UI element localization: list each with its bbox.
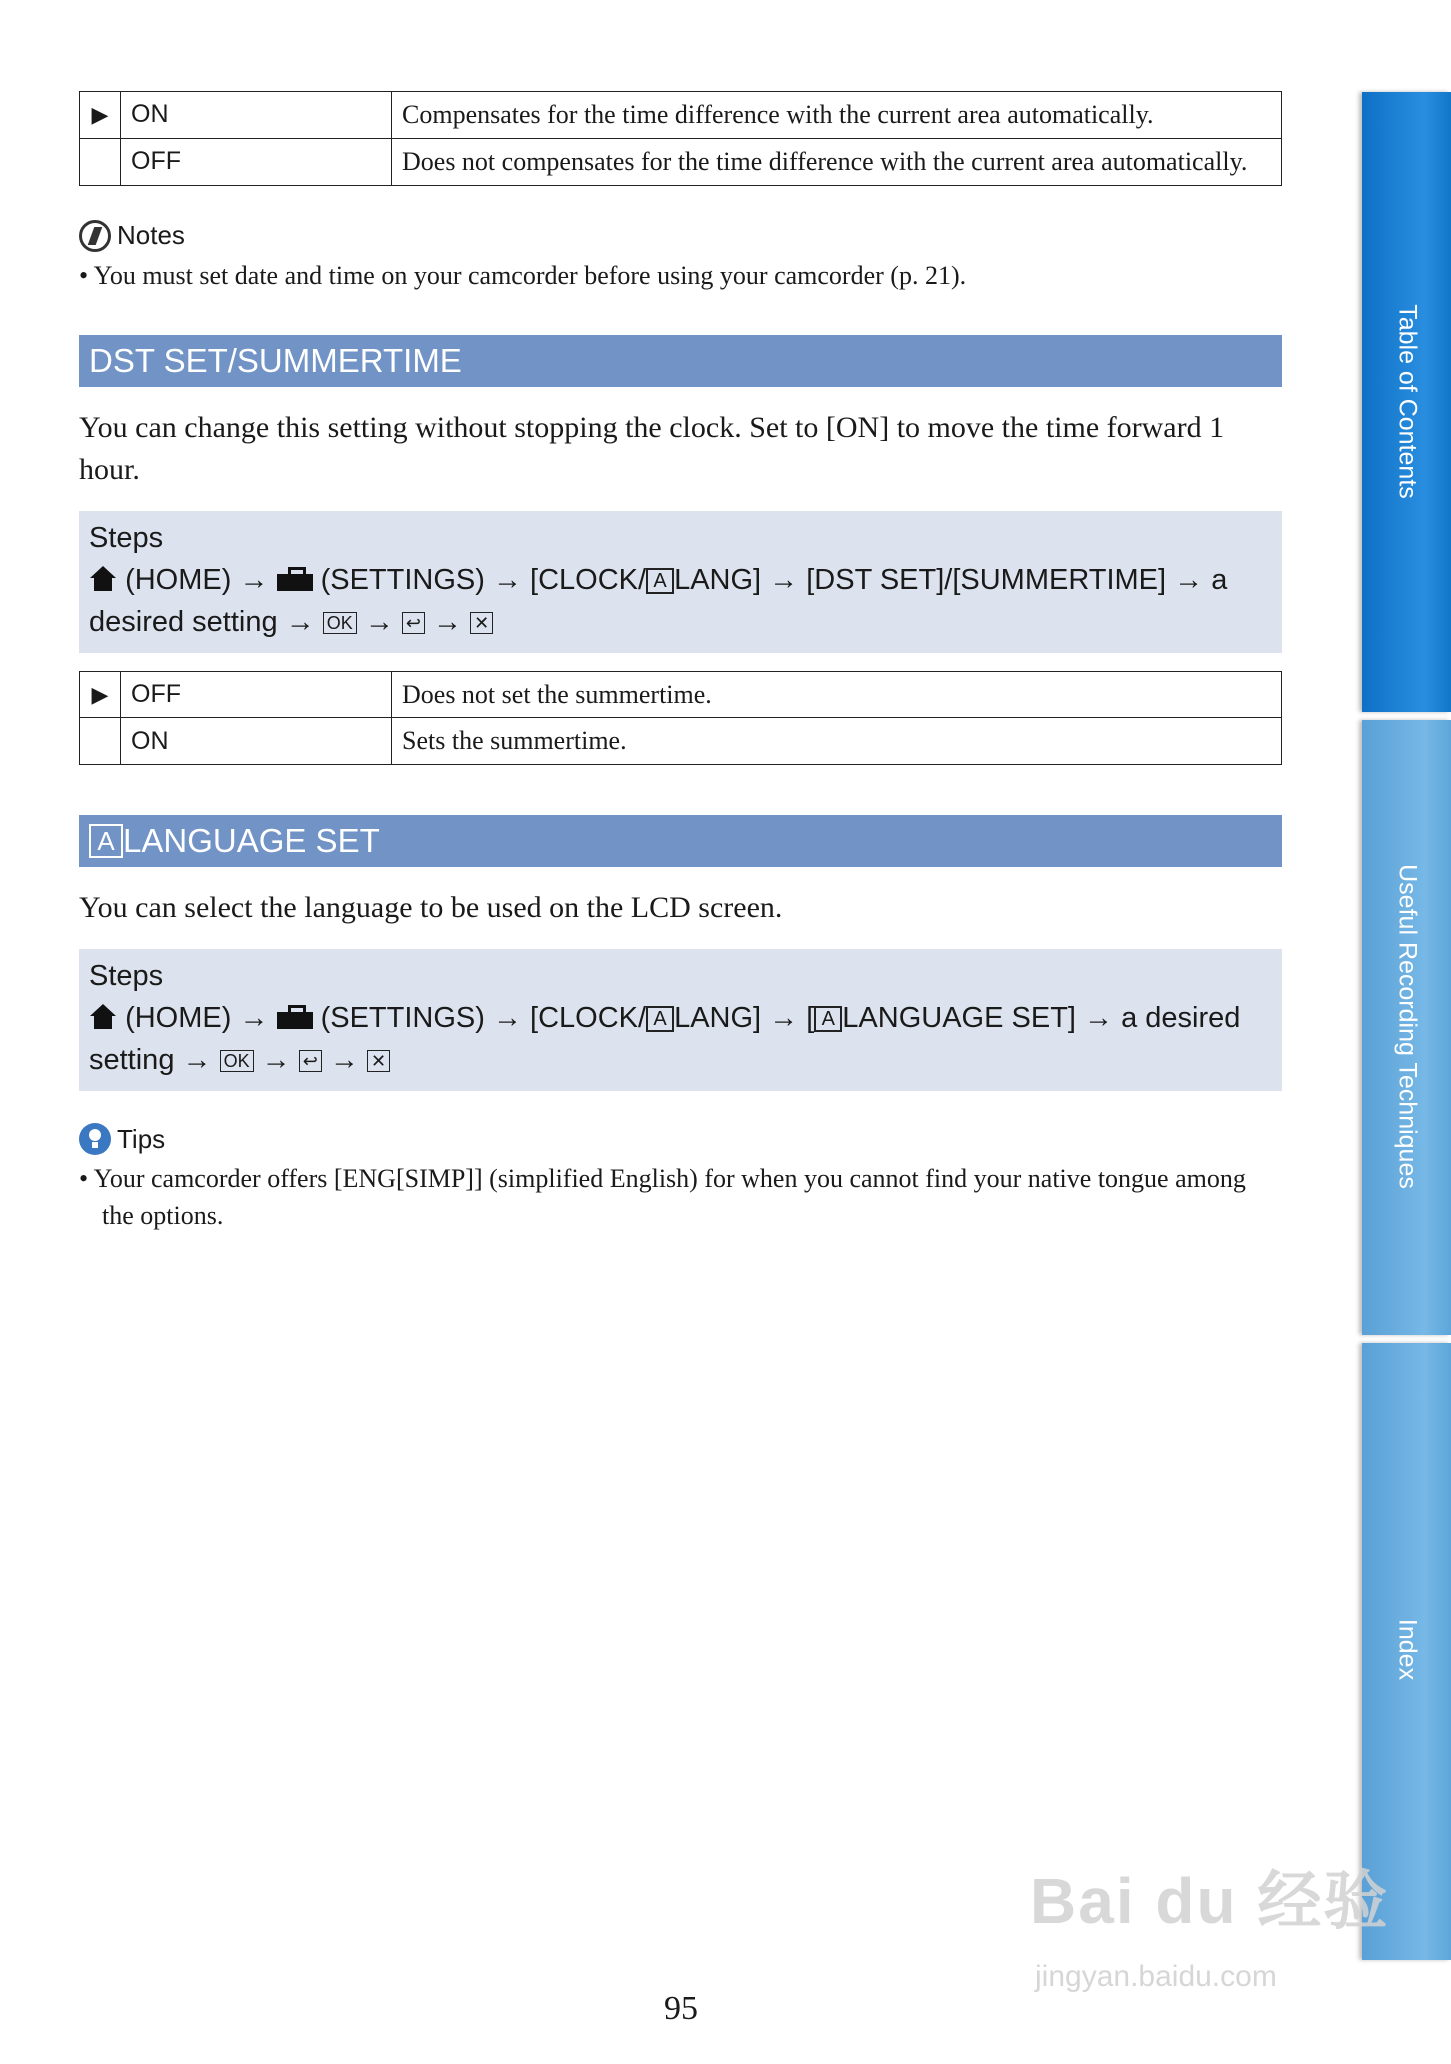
home-icon <box>89 1004 117 1030</box>
bullet-glyph: • <box>79 1164 89 1194</box>
option-description: Does not set the summertime. <box>392 671 1282 718</box>
section-heading-dst <box>79 335 1282 387</box>
section-paragraph: You can change this setting without stopping the clock. Set to [ON] to move the time forward 1 hour. <box>79 410 1225 486</box>
language-a-icon: A <box>646 1006 674 1032</box>
section-title: DST SET/SUMMERTIME <box>89 341 462 379</box>
arrow-icon: → <box>1084 1002 1114 1035</box>
home-icon <box>89 566 117 592</box>
arrow-icon: → <box>492 1002 522 1035</box>
arrow-icon: → <box>492 563 522 596</box>
clock-label-b: LANG] <box>674 563 762 596</box>
tip-item <box>79 1161 1282 1235</box>
default-marker <box>80 138 121 185</box>
menu-path-item: [DST SET]/[SUMMERTIME] <box>806 563 1167 596</box>
arrow-icon: → <box>1174 563 1204 596</box>
default-marker <box>80 718 121 765</box>
arrow-icon: → <box>364 605 394 638</box>
language-a-icon: A <box>646 568 674 594</box>
ok-icon: OK <box>323 612 357 634</box>
option-description: Sets the summertime. <box>392 718 1282 765</box>
default-marker: ▶ <box>80 92 121 139</box>
toolbox-icon <box>277 567 313 591</box>
steps-box <box>79 949 1282 1091</box>
language-a-icon: A <box>814 1006 842 1032</box>
tab-useful-recording-techniques[interactable] <box>1362 720 1451 1335</box>
option-name: OFF <box>121 671 392 718</box>
clock-label-a: [CLOCK/ <box>530 1002 647 1035</box>
language-a-icon: A <box>89 824 123 858</box>
clock-label-a: [CLOCK/ <box>530 563 647 596</box>
option-name: OFF <box>121 138 392 185</box>
side-tabs <box>1362 92 1451 1962</box>
option-name: ON <box>121 718 392 765</box>
arrow-icon: → <box>769 1002 799 1035</box>
steps-path <box>89 559 1272 643</box>
arrow-icon: → <box>239 1002 269 1035</box>
desired-setting-text: a desired setting <box>89 563 1228 638</box>
home-label: (HOME) <box>125 563 232 596</box>
ok-icon: OK <box>220 1050 254 1072</box>
clock-label-b: LANG] <box>674 1002 762 1035</box>
option-description: Does not compensates for the time difference with the current area automatically. <box>392 138 1282 185</box>
steps-title: Steps <box>89 521 164 554</box>
tab-label: Index <box>1393 1618 1421 1681</box>
note-text: You must set date and time on your camcorder before using your camcorder (p. 21). <box>93 260 967 290</box>
home-label: (HOME) <box>125 1002 232 1035</box>
note-item <box>79 258 1282 295</box>
option-name: ON <box>121 92 392 139</box>
table-row <box>80 718 1282 765</box>
arrow-icon: → <box>182 1044 212 1077</box>
lightbulb-icon <box>79 1123 111 1155</box>
notes-heading <box>79 220 1282 252</box>
close-icon: ✕ <box>367 1050 390 1072</box>
tab-label: Useful Recording Techniques <box>1393 864 1421 1189</box>
steps-path <box>89 997 1272 1081</box>
close-icon: ✕ <box>470 612 493 634</box>
option-description: Compensates for the time difference with the current area automatically. <box>392 92 1282 139</box>
steps-box <box>79 511 1282 653</box>
arrow-icon: → <box>261 1044 291 1077</box>
time-diff-table <box>79 91 1282 186</box>
page-number: 95 <box>664 1990 698 2027</box>
tab-label: Table of Contents <box>1393 304 1421 499</box>
notes-icon <box>79 220 111 252</box>
watermark-url: jingyan.baidu.com <box>1035 1960 1277 1993</box>
steps-title: Steps <box>89 960 164 993</box>
tips-heading <box>79 1123 1282 1155</box>
section-title: LANGUAGE SET <box>123 822 380 860</box>
table-row <box>80 138 1282 185</box>
desired-setting-text: a desired setting <box>89 1002 1241 1077</box>
settings-label: (SETTINGS) <box>320 1002 485 1035</box>
arrow-icon: → <box>239 563 269 596</box>
default-marker: ▶ <box>80 671 121 718</box>
menu-path-item-a: [ <box>806 1002 815 1035</box>
table-row <box>80 92 1282 139</box>
summertime-table <box>79 671 1282 766</box>
bullet-glyph: • <box>79 260 89 290</box>
return-icon: ↩ <box>402 612 425 634</box>
return-icon: ↩ <box>299 1050 322 1072</box>
arrow-icon: → <box>769 563 799 596</box>
section-paragraph: You can select the language to be used on the LCD screen. <box>79 891 783 925</box>
toolbox-icon <box>277 1005 313 1029</box>
tab-table-of-contents[interactable] <box>1362 92 1451 712</box>
page-content <box>79 91 1282 1235</box>
arrow-icon: → <box>285 605 315 638</box>
menu-path-item-b: LANGUAGE SET] <box>842 1002 1076 1035</box>
arrow-icon: → <box>433 605 463 638</box>
table-row <box>80 671 1282 718</box>
tip-text: Your camcorder offers [ENG[SIMP]] (simplified English) for when you cannot find your native tongue among the options. <box>93 1164 1246 1231</box>
arrow-icon: → <box>329 1044 359 1077</box>
settings-label: (SETTINGS) <box>320 563 485 596</box>
watermark-logo: Bai du 经验 <box>1030 1865 1390 1937</box>
tips-title: Tips <box>117 1123 166 1154</box>
notes-title: Notes <box>117 220 185 251</box>
section-heading-language <box>79 815 1282 867</box>
